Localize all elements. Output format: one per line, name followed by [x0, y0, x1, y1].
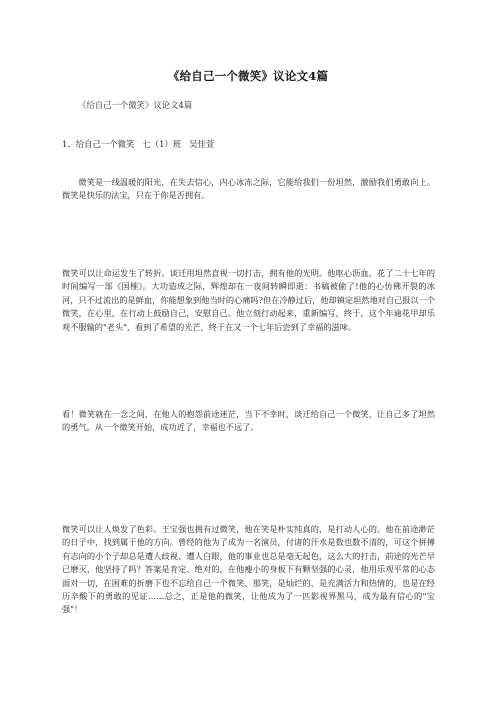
- document-subtitle: 《给自己一个微笑》议论文4篇: [78, 100, 193, 110]
- essay-heading: 1、给自己一个微笑 七（1）班 吴佳萱: [62, 139, 215, 149]
- document-title: 《给自己一个微笑》议论文4篇: [167, 69, 329, 83]
- paragraph-4: 微笑可以让人焕发了色彩。王宝强也拥有过微笑，他在笑是朴实纯真的，是打动人心的。他在前途渺茫的日子中，找到属于他的方向。曾经的他为了成为一名演员，付诸的汗水是数也数不清的，可这个拼搏有志向的小个子却总是遭人歧视、遭人白眼，他的事业也总是毫无起色，这么大的打击，前途的光芒早已磨灭，他坚持了吗？答案是肯定、绝对的，在他瘦小的身板下有颗坚强的心灵，他用乐观平常的心态面对一切，在困难的折磨下也不忘给自己一个微笑、那笑，是灿烂的，是充满活力和热情的，也是在经历辛酸下的勇敢的见证……总之，正是他的微笑，让他成为了一匹影视界黑马，成为最有信心的"宝强"！: [62, 524, 435, 615]
- paragraph-3: 看！微笑就在一念之间，在他人的抱怨前途迷茫，当下不幸时，谈迁给自己一个微笑，让自己多了坦然的勇气。从一个微笑开始，成功近了，幸福也不远了。: [62, 409, 435, 433]
- paragraph-2: 微笑可以让命运发生了转折。谈迁用坦然直视一切打击，拥有他的光明。他呕心沥血，花了二十七年的时间编写一部《国榷》。大功造成之际，辉煌却在一夜间转瞬即逝：书稿被偷了!他的心仿佛开裂的冰河，只不过流出的是鲜血，你能想象到他当时的心痛吗?但在冷静过后，他却镇定坦然地对自己报以一个微笑，在心里，在行动上鼓励自己，安慰自己。他立刻行动起来，重新编写，终于，这个年逾花甲却乐观不服输的"老头"，看到了希望的光芒，终于在又一个七年后尝到了幸福的滋味。: [62, 268, 435, 332]
- paragraph-1: 微笑是一线温暖的阳光，在失去信心，内心冰冻之际，它能给我们一份坦然，激励我们勇敢向上。微笑是快乐的法宝，只在于你是否拥有。: [62, 177, 435, 201]
